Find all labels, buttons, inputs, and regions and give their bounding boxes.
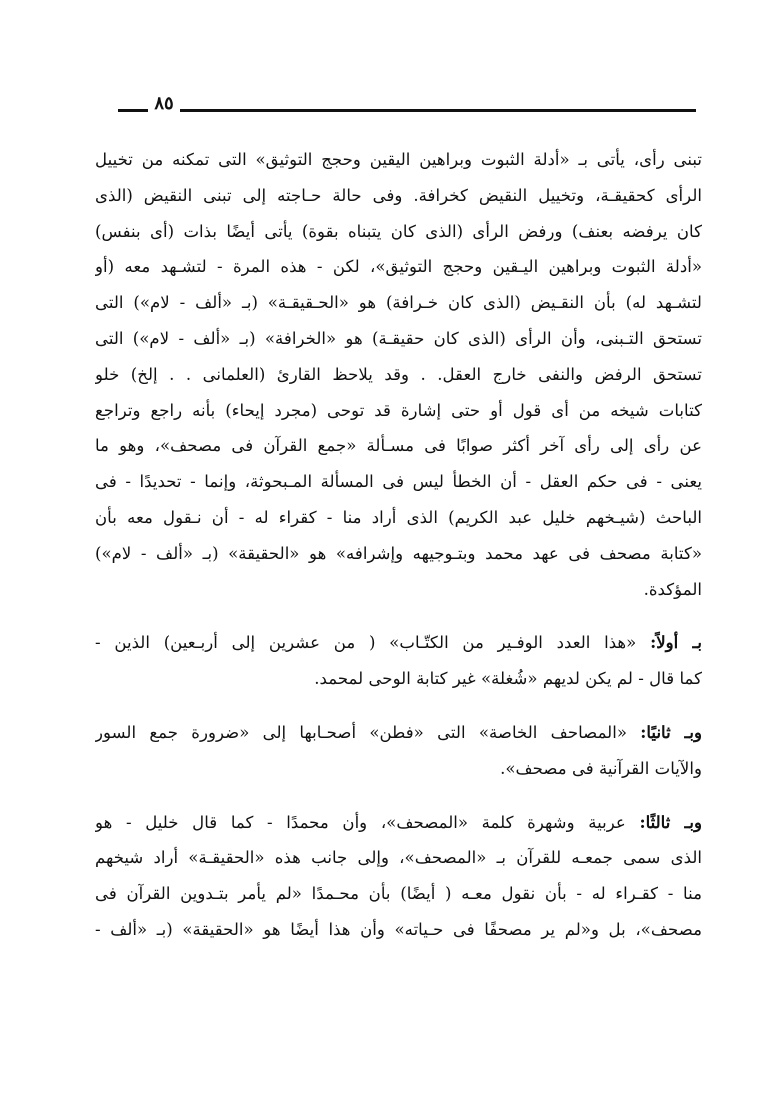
text-line: كما قال - لم يكن لديهم «شُغلة» غير كتابة الوحى لمحمد. — [314, 669, 702, 689]
paragraph-gap — [95, 697, 702, 715]
paragraph-third-point — [95, 805, 702, 948]
text-line: «كتابة مصحف فى عهد محمد وبتـوجيهه وإشرافه» هو «الحقيقة» (بـ «ألف - لام») — [95, 543, 702, 563]
text-line: الباحث (شيـخهم خليل عبد الكريم) الذى أراد منا - كقراء له - أن نـقول معه بأن — [95, 507, 702, 527]
text-line: تستحق الرفض والنفى خارج العقل. . وقد يلاحظ القارئ (العلمانى . . إلخ) خلو — [95, 364, 702, 384]
paragraph-1 — [95, 142, 702, 607]
point-label: بـ أولاً: — [650, 632, 702, 653]
text-line: كتابات شيخه من أى قول أو حتى إشارة قد توحى (مجرد إيحاء) بأنه راجع وتراجع — [95, 400, 702, 420]
text-line: يعنى - فى حكم العقل - أن الخطأ ليس فى المسألة المـبحوثة، وإنما - تحديدًا - فى — [95, 472, 702, 492]
text-line: كان يرفضه بعنف) ورفض الرأى (الذى كان يتبناه بقوة) يأتى أيضًا بذات (أى بنفس) — [95, 221, 702, 241]
text-line — [95, 625, 702, 661]
text-line: «أدلة الثبوت وبراهين اليـقين وحجج التوثيق»، لكن - هذه المرة - لتشـهد معه (أو — [95, 257, 702, 277]
text-line: تبنى رأى، يأتى بـ «أدلة الثبوت وبراهين اليقين وحجج التوثيق» التى تمكنه من تخييل — [95, 150, 702, 169]
paragraph-second-point — [95, 715, 702, 787]
header-rule — [180, 109, 696, 112]
text-line: لتشـهد له) بأن النقـيض (الذى كان خـرافة) هو «الحـقيقـة» (بـ «ألف - لام») التى — [95, 293, 702, 313]
text-line: الذى سمى جمعـه للقرآن بـ «المصحف»، وإلى جانب هذه «الحقيقـة» أراد شيخهم — [95, 848, 702, 868]
text-line: مصحف»، بل و«لم ير مصحفًا فى حـياته» وأن هذا أيضًا هو «الحقيقة» (بـ «ألف - — [95, 919, 702, 939]
header-rule-short — [118, 109, 148, 112]
text-line: عن رأى إلى رأى آخر أكثر صوابًا فى مسـألة «جمع القرآن فى مصحف»، وهو ما — [95, 436, 702, 456]
paragraph-first-point — [95, 625, 702, 697]
point-label: وبـ ثالثًا: — [639, 811, 702, 832]
page-number: ٨٥ — [154, 93, 174, 114]
text-line — [95, 715, 702, 751]
text-line: المؤكدة. — [643, 579, 702, 599]
text-line — [95, 805, 702, 841]
text-line: الرأى كحقيقـة، وتخييل النقيض كخرافة. وفى حالة حـاجته إلى تبنى النقيض (الذى — [95, 185, 702, 205]
body-text — [95, 142, 702, 948]
paragraph-gap — [95, 787, 702, 805]
text-line: تستحق التـبنى، وأن الرأى (الذى كان حقيقـة) هو «الخرافة» (بـ «ألف - لام») التى — [95, 328, 702, 348]
page-header — [118, 92, 696, 122]
text-line-content: «هذا العدد الوفـير من الكتّـاب» ( من عشرين إلى أربـعين) الذين - — [95, 633, 651, 653]
text-line: منا - كقـراء له - بأن نقول معـه ( أيضًا) بأن محـمدًا «لم يأمر بتـدوين القرآن فى — [95, 884, 702, 904]
text-line-content: «المصاحف الخاصة» التى «فطن» أصحـابها إلى «ضرورة جمع السور — [95, 722, 641, 742]
text-line: والآيات القرآنية فى مصحف». — [500, 758, 702, 778]
point-label: وبـ ثانيًا: — [640, 721, 702, 742]
text-line-content: عربية وشهرة كلمة «المصحف»، وأن محمدًا - كما قال خليل - هو — [95, 812, 640, 832]
paragraph-gap — [95, 607, 702, 625]
